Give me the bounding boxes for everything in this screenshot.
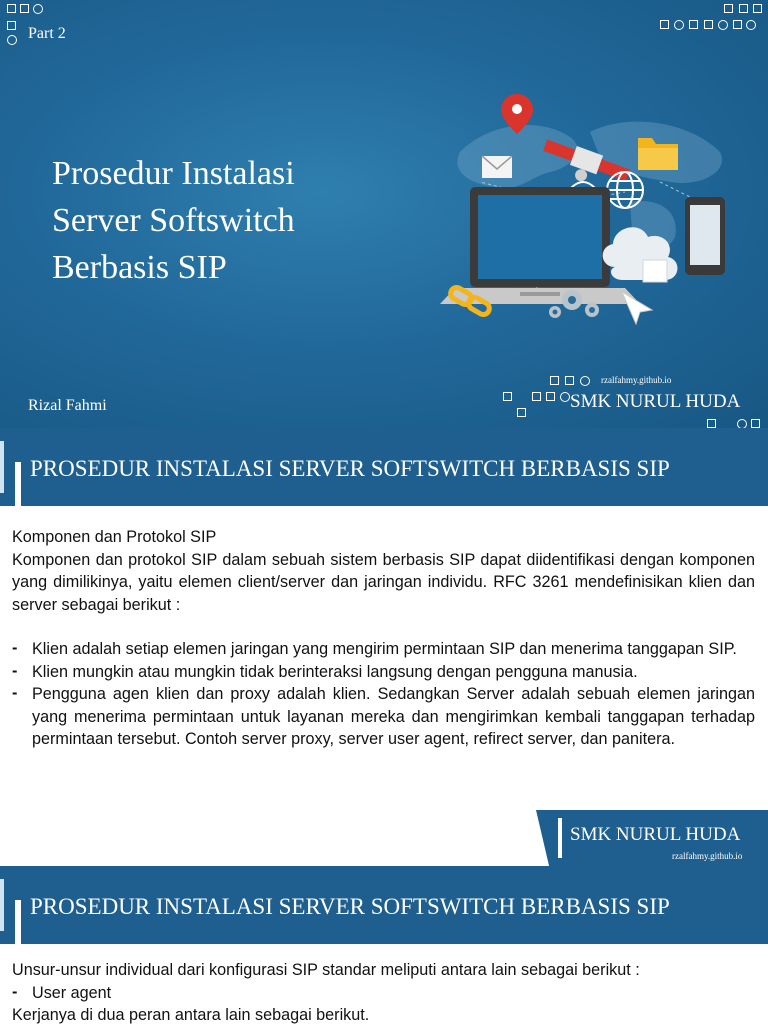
section-heading: Komponen dan Protokol SIP	[12, 528, 217, 546]
body-line: Kerjanya di dua peran antara lain sebagai berikut.	[12, 1006, 370, 1024]
intro-paragraph: Komponen dan protokol SIP dalam sebuah sistem berbasis SIP dapat diidentifikasi dengan komponen yang dimilikinya, yaitu elemen client/server dan jaringan individu. RFC 3261 mendefinisikan klien dan server sebagai berikut :	[12, 550, 755, 614]
header-accent-bar-white	[15, 462, 21, 506]
footer-accent-bar	[558, 818, 562, 858]
slide-header-title: PROSEDUR INSTALASI SERVER SOFTSWITCH BERBASIS SIP	[30, 456, 670, 481]
list-item: - Pengguna agen klien dan proxy adalah klien. Sedangkan Server adalah sebuah elemen jaringan yang menerima permintaan untuk layanan mereka dan mengirimkan kembali tanggapan terhadap permintaan tersebut. Contoh server proxy, server user agent, refirect server, dan panitera.	[12, 683, 755, 751]
cursor-icon	[622, 292, 652, 324]
author-name: Rizal Fahmi	[28, 397, 107, 414]
slide-header-title: PROSEDUR INSTALASI SERVER SOFTSWITCH BERBASIS SIP	[30, 894, 670, 919]
footer-slant	[536, 810, 550, 870]
slide-header	[0, 866, 768, 944]
title-slide	[0, 0, 768, 428]
list-item: - User agent	[12, 982, 755, 1005]
header-accent-bar	[0, 441, 4, 493]
website-link[interactable]: rzalfahmy.github.io	[601, 375, 672, 385]
title-line-2: Server Softswitch	[52, 202, 295, 239]
slide-body	[12, 526, 755, 751]
list-item: - Klien mungkin atau mungkin tidak berinteraksi langsung dengan pengguna manusia.	[12, 661, 755, 684]
school-name: SMK NURUL HUDA	[570, 391, 741, 412]
footer-website-link[interactable]: rzalfahmy.github.io	[672, 851, 743, 861]
list-item: - Klien adalah setiap elemen jaringan yang mengirim permintaan SIP dan menerima tanggapan SIP.	[12, 638, 755, 661]
mail-icon	[482, 156, 512, 178]
network-illustration	[400, 92, 740, 332]
title-line-3: Berbasis SIP	[52, 249, 227, 286]
intro-paragraph: Unsur-unsur individual dari konfigurasi SIP standar meliputi antara lain sebagai berikut :	[12, 961, 640, 979]
slide-body	[12, 959, 755, 1027]
footer-school-name: SMK NURUL HUDA	[570, 824, 741, 845]
tablet-icon	[685, 197, 725, 275]
header-accent-bar	[0, 879, 4, 931]
header-accent-bar-white	[15, 900, 21, 944]
title-line-1: Prosedur Instalasi	[52, 155, 295, 192]
monitor-icon	[643, 260, 667, 282]
bullet-list	[12, 638, 755, 751]
part-label: Part 2	[28, 25, 66, 42]
slide-header	[0, 428, 768, 506]
slide-title	[52, 150, 295, 291]
bullet-list	[12, 982, 755, 1005]
